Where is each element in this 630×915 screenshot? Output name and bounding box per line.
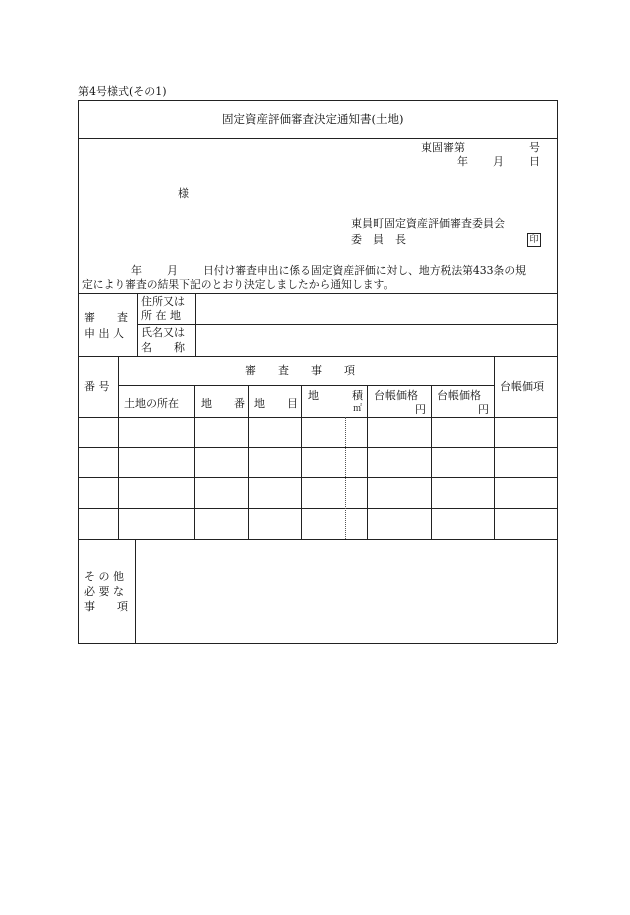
reference-number-prefix: 東固審第 bbox=[421, 141, 465, 154]
date-day: 日 bbox=[529, 155, 540, 168]
reference-number-suffix: 号 bbox=[529, 141, 540, 154]
ledger-price-unit-1: 円 bbox=[415, 403, 426, 416]
date-month: 月 bbox=[493, 155, 504, 168]
addressee-suffix: 様 bbox=[178, 187, 189, 200]
body-month: 月 bbox=[167, 264, 178, 277]
review-items-header: 審 査 事 項 bbox=[245, 364, 355, 377]
date-year: 年 bbox=[457, 155, 468, 168]
issuer-organization: 東員町固定資産評価審査委員会 bbox=[351, 217, 505, 230]
form-number-label: 第4号様式(その1) bbox=[78, 85, 167, 98]
applicant-label-bottom: 申 出 人 bbox=[84, 327, 124, 340]
document-title: 固定資産評価審査決定通知書(土地) bbox=[222, 112, 404, 126]
address-field[interactable] bbox=[196, 294, 556, 323]
issuer-title: 委 員 長 bbox=[351, 233, 406, 246]
location-header: 土地の所在 bbox=[124, 397, 179, 410]
table-row bbox=[79, 418, 556, 447]
name-field[interactable] bbox=[196, 325, 556, 355]
address-label-line2: 所 在 地 bbox=[141, 309, 181, 322]
ledger-price-unit-2: 円 bbox=[478, 403, 489, 416]
area-header: 地 積 bbox=[308, 389, 363, 402]
land-category-header: 地 目 bbox=[254, 397, 298, 410]
body-text-line2: 定により審査の結果下記のとおり決定しましたから通知します。 bbox=[82, 278, 395, 291]
table-row bbox=[79, 448, 556, 477]
lot-number-header: 地 番 bbox=[201, 397, 245, 410]
seal-stamp: 印 bbox=[527, 233, 541, 247]
address-label-line1: 住所又は bbox=[141, 295, 185, 308]
body-year: 年 bbox=[131, 264, 142, 277]
applicant-label-top: 審 査 bbox=[84, 311, 128, 324]
other-label-line3: 事 項 bbox=[84, 600, 128, 613]
other-label-line1: そ の 他 bbox=[84, 570, 124, 583]
ledger-price-header-2: 台帳価格 bbox=[437, 389, 481, 402]
body-text-line1: 日付け審査申出に係る固定資産評価に対し、地方税法第433条の規 bbox=[203, 264, 526, 277]
table-row bbox=[79, 478, 556, 507]
name-label-line2: 名 称 bbox=[141, 341, 185, 354]
ledger-last-header: 台帳価項 bbox=[500, 380, 544, 393]
ledger-price-header-1: 台帳価格 bbox=[374, 389, 418, 402]
other-label-line2: 必 要 な bbox=[84, 585, 124, 598]
table-row bbox=[79, 509, 556, 538]
area-unit: ㎡ bbox=[353, 404, 363, 414]
name-label-line1: 氏名又は bbox=[141, 326, 185, 339]
number-header: 番 号 bbox=[84, 380, 110, 393]
